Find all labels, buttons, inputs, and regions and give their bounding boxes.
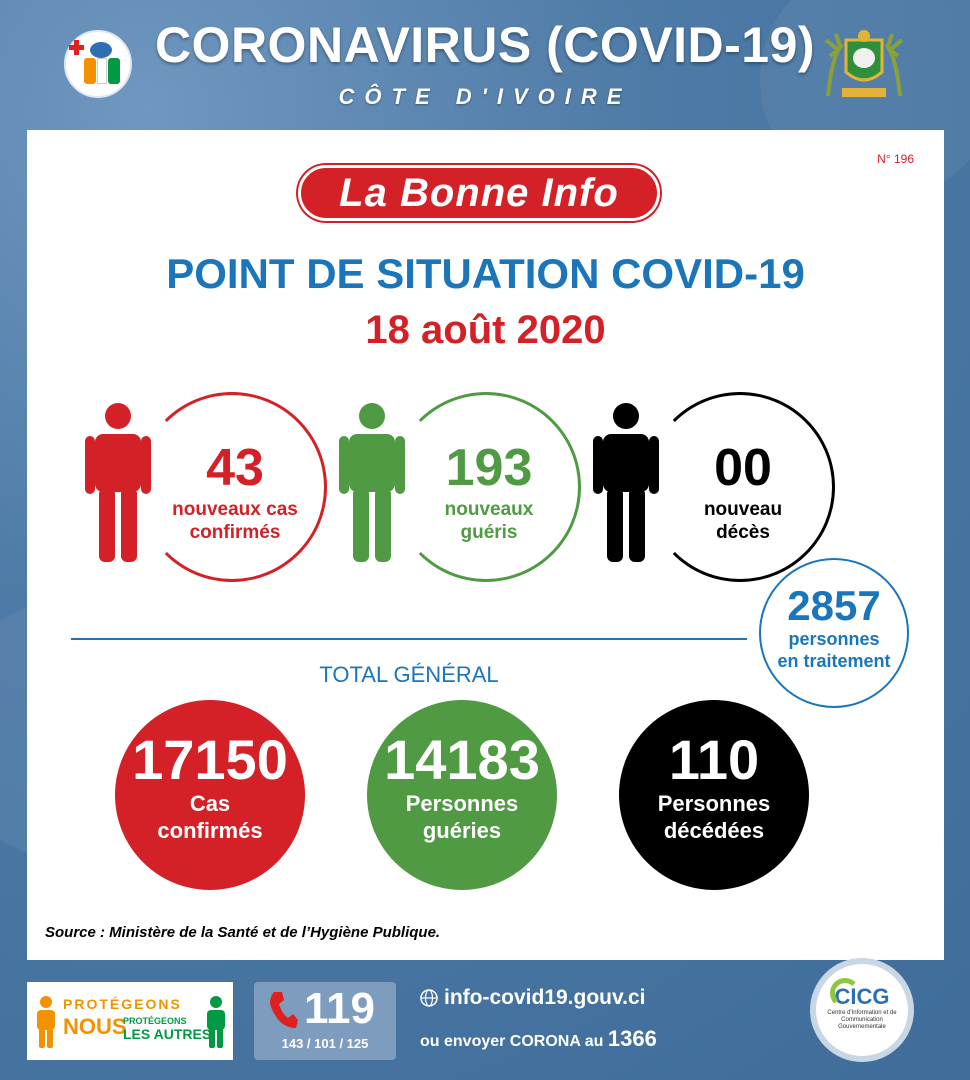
total-title: TOTAL GÉNÉRAL: [319, 662, 499, 687]
total-label: Cas confirmés: [157, 791, 263, 843]
campaign-banner: [27, 982, 233, 1060]
person-icon: [33, 996, 59, 1048]
hotline-number: 119: [304, 984, 375, 1033]
total-value: 14183: [384, 728, 540, 791]
total-deaths: [619, 700, 809, 890]
page-subtitle: CÔTE D'IVOIRE: [338, 84, 632, 109]
in-treatment-badge: [759, 558, 909, 708]
coat-of-arms-emblem: [822, 26, 906, 102]
phone-icon: [268, 990, 298, 1030]
campaign-text: NOUS: [63, 1014, 127, 1039]
headline: POINT DE SITUATION COVID-19: [166, 250, 805, 297]
daily-new-deaths: [593, 392, 863, 582]
sms-instruction: ou envoyer CORONA au 1366: [420, 1026, 657, 1051]
total-label: Personnes guéries: [405, 791, 519, 843]
in-treatment-label: personnes en traitement: [777, 629, 891, 671]
total-label: Personnes décédées: [657, 791, 771, 843]
stat-value: 193: [445, 439, 533, 497]
person-icon: [593, 402, 659, 562]
globe-icon: [420, 989, 438, 1007]
in-treatment-value: 2857: [787, 582, 881, 629]
website-text: info-covid19.gouv.ci: [444, 986, 646, 1009]
person-icon: [339, 402, 405, 562]
total-value: 110: [668, 728, 760, 791]
stat-value: 00: [714, 439, 772, 497]
section-divider: [71, 638, 747, 640]
issue-number: N° 196: [877, 152, 914, 166]
website-link[interactable]: [420, 986, 645, 1010]
total-confirmed-cases: [115, 700, 305, 890]
daily-new-cases: [85, 392, 355, 582]
info-card: [27, 130, 944, 960]
source-note: Source : Ministère de la Santé et de l’Hygiène Publique.: [45, 924, 441, 941]
total-recovered: [367, 700, 557, 890]
sms-number: 1366: [607, 1026, 657, 1051]
hotline-alt-numbers: 143 / 101 / 125: [281, 1036, 369, 1051]
la-bonne-info-badge: La Bonne Info: [298, 165, 660, 221]
person-icon: [85, 402, 151, 562]
report-date: 18 août 2020: [365, 308, 606, 352]
page-title: CORONAVIRUS (COVID-19): [154, 17, 816, 73]
campaign-text: PROTÉGEONS: [123, 1016, 187, 1026]
cicg-logo: [810, 958, 914, 1062]
cicg-caption: Centre d'Information et de Communication Gouvernementale: [827, 1010, 897, 1030]
stat-value: 43: [206, 439, 264, 497]
total-value: 17150: [132, 728, 288, 791]
stat-label: nouveau décès: [703, 499, 783, 543]
campaign-text: PROTÉGEONS: [63, 996, 182, 1012]
stat-label: nouveaux guéris: [444, 499, 534, 543]
daily-new-recoveries: [339, 392, 609, 582]
hotline-box[interactable]: [254, 982, 396, 1060]
cicg-logo-text: CICG: [834, 984, 890, 1009]
stat-label: nouveaux cas confirmés: [172, 499, 298, 543]
campaign-text: LES AUTRES: [123, 1026, 212, 1042]
